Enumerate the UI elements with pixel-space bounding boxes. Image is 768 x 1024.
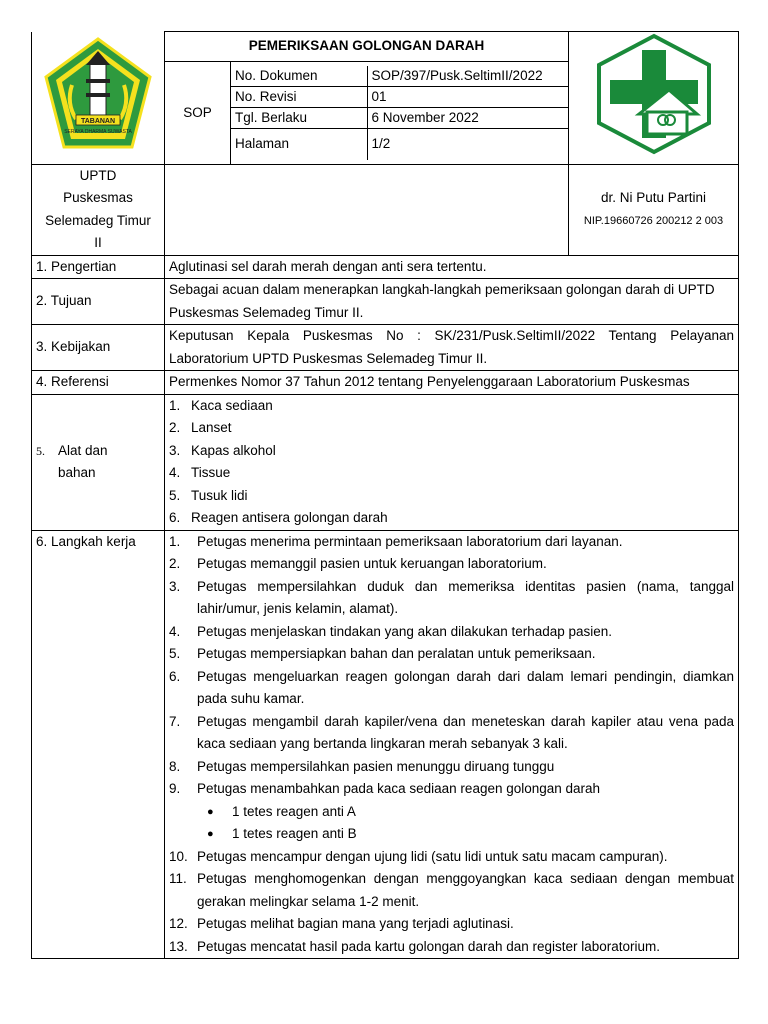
- puskesmas-logo-icon: [589, 32, 719, 156]
- section-label-alat: 5. Alat dan bahan: [32, 394, 165, 530]
- sop-table: [31, 31, 739, 959]
- section-label-referensi: 4. Referensi: [32, 371, 165, 395]
- step-item: 3. Petugas mempersilahkan duduk dan memeriksa identitas pasien (nama, tanggal lahir/umur, jenis kelamin, alamat).: [169, 578, 735, 616]
- bullet-icon: ●: [207, 805, 214, 818]
- list-item: 1. Kaca sediaan: [169, 397, 273, 413]
- meta-value-dokumen: SOP/397/Pusk.SeltimII/2022: [367, 66, 569, 87]
- bullet-icon: ●: [207, 828, 214, 840]
- list-item: ● 1 tetes reagen anti B: [207, 823, 734, 846]
- document-meta-table: [231, 66, 569, 161]
- meta-label-halaman: Halaman: [231, 128, 367, 160]
- step-item: 12. Petugas melihat bagian mana yang terjadi aglutinasi.: [169, 916, 514, 931]
- meta-value-berlaku: 6 November 2022: [367, 107, 569, 128]
- step-item: 1. Petugas menerima permintaan pemeriksaan laboratorium dari layanan.: [169, 533, 623, 549]
- list-item: ● 1 tetes reagen anti A: [207, 801, 734, 824]
- section-label-tujuan: 2. Tujuan: [32, 279, 165, 325]
- sop-label: SOP: [165, 62, 231, 165]
- meta-label-dokumen: No. Dokumen: [231, 66, 367, 87]
- signer-nip: NIP.19660726 200212 2 003: [583, 214, 724, 227]
- list-item: 3. Kapas alkohol: [169, 442, 276, 458]
- step-item: 2. Petugas memanggil pasien untuk keruangan laboratorium.: [169, 556, 547, 571]
- step-item: 8. Petugas mempersilahkan pasien menunggu diruang tunggu: [169, 758, 555, 774]
- step-item: 13. Petugas mencatat hasil pada kartu golongan darah dan register laboratorium.: [169, 938, 661, 954]
- signer-block: [569, 164, 739, 255]
- section-text-kebijakan: Keputusan Kepala Puskesmas No : SK/231/Pusk.SeltimII/2022 Tentang Pelayanan Laboratorium UPTD Puskesmas Selemadeg Timur II.: [165, 325, 739, 371]
- step-item: 11. Petugas menghomogenkan dengan menggoyangkan kaca sediaan dengan membuat gerakan melingkar selama 1-2 menit.: [169, 871, 735, 909]
- step-item: 5. Petugas mempersiapkan bahan dan peralatan untuk pemeriksaan.: [169, 646, 596, 661]
- document-title: PEMERIKSAAN GOLONGAN DARAH: [165, 32, 569, 62]
- langkah-list: [165, 530, 739, 959]
- list-item: 6. Reagen antisera golongan darah: [169, 510, 388, 525]
- step-item: 4. Petugas menjelaskan tindakan yang akan dilakukan terhadap pasien.: [169, 623, 613, 639]
- step-item: 9. Petugas menambahkan pada kaca sediaan reagen golongan darah: [169, 781, 601, 796]
- list-item: 4. Tissue: [169, 465, 231, 480]
- meta-value-revisi: 01: [367, 86, 569, 107]
- section-text-tujuan: Sebagai acuan dalam menerapkan langkah-langkah pemeriksaan golongan darah di UPTD Puskesmas Selemadeg Timur II.: [165, 279, 739, 325]
- section-text-referensi: Permenkes Nomor 37 Tahun 2012 tentang Penyelenggaraan Laboratorium Puskesmas: [165, 371, 739, 395]
- tabanan-logo-cell: [32, 32, 165, 165]
- section-label-kebijakan: 3. Kebijakan: [32, 325, 165, 371]
- signature-area: [165, 164, 569, 255]
- tabanan-logo-icon: [42, 35, 154, 153]
- meta-label-berlaku: Tgl. Berlaku: [231, 107, 367, 128]
- reagent-sub-list: [169, 801, 734, 846]
- section-label-langkah: 6. Langkah kerja: [32, 530, 165, 959]
- organization-name: UPTD Puskesmas Selemadeg Timur II: [32, 164, 165, 255]
- section-text-pengertian: Aglutinasi sel darah merah dengan anti sera tertentu.: [165, 255, 739, 279]
- list-item: 2. Lanset: [169, 420, 232, 435]
- puskesmas-logo-cell: [569, 32, 739, 165]
- step-item: 7. Petugas mengambil darah kapiler/vena dan meneteskan darah kapiler atau vena pada kaca sediaan yang bertanda lingkaran merah sebanyak 3 kali.: [169, 713, 735, 751]
- step-item: 10. Petugas mencampur dengan ujung lidi (satu lidi untuk satu macam campuran).: [169, 848, 668, 864]
- svg-text:TABANAN: TABANAN: [80, 117, 116, 125]
- alat-list: [165, 394, 739, 530]
- signer-name: dr. Ni Putu Partini: [600, 190, 707, 205]
- sop-document: [31, 31, 738, 959]
- svg-text:SERAYA DHARMA SUWASTA: SERAYA DHARMA SUWASTA: [64, 128, 132, 135]
- section-label-pengertian: 1. Pengertian: [32, 255, 165, 279]
- step-item: 6. Petugas mengeluarkan reagen golongan darah dari dalam lemari pendingin, diamkan pada suhu kamar.: [169, 668, 735, 706]
- meta-label-revisi: No. Revisi: [231, 86, 367, 107]
- meta-value-halaman: 1/2: [367, 128, 569, 160]
- list-item: 5. Tusuk lidi: [169, 487, 248, 503]
